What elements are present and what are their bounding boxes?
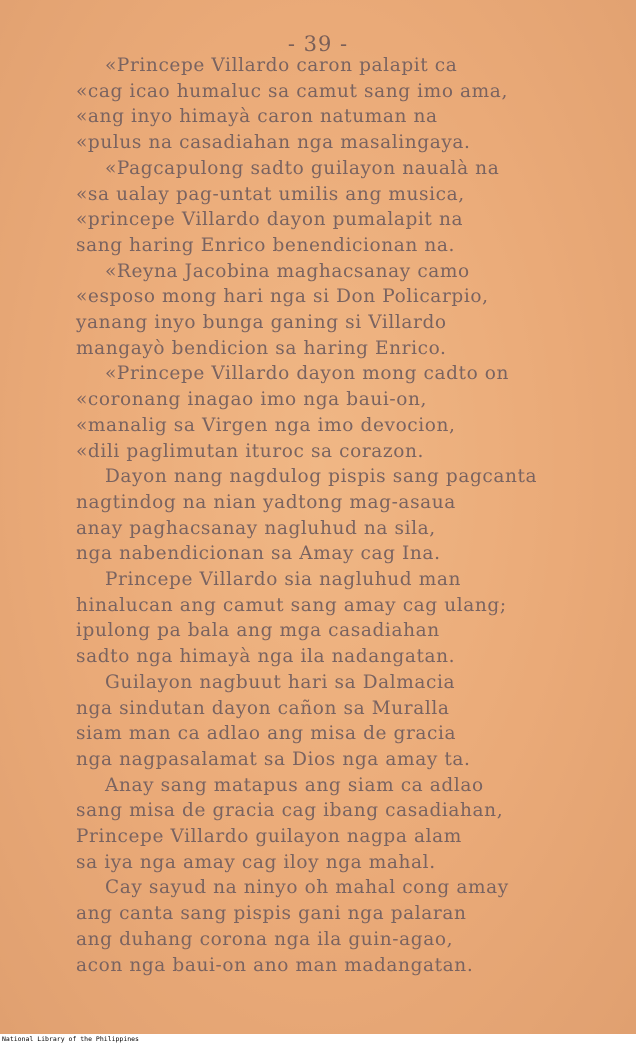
text-line: «sa ualay pag-untat umilis ang musica, <box>76 183 465 205</box>
text-line: yanang inyo bunga ganing si Villardo <box>76 312 447 333</box>
text-line: hinalucan ang camut sang amay cag ulang; <box>76 594 507 616</box>
text-line: «esposo mong hari nga si Don Policarpio, <box>76 286 489 308</box>
text-line: «dili paglimutan ituroc sa corazon. <box>76 440 425 462</box>
text-line: sadto nga himayà nga ila nadangatan. <box>76 646 456 668</box>
text-line: Cay sayud na ninyo oh mahal cong amay <box>105 877 509 899</box>
library-credit: National Library of the Philippines <box>2 1035 139 1043</box>
text-line: «coronang inagao imo nga baui-on, <box>76 389 427 411</box>
text-line: ang duhang corona nga ila guin-agao, <box>76 928 454 950</box>
text-line: mangayò bendicion sa haring Enrico. <box>76 337 447 359</box>
text-line: nga sindutan dayon cañon sa Muralla <box>76 697 450 719</box>
text-line: «ang inyo himayà caron natuman na <box>76 106 438 128</box>
text-line: «Pagcapulong sadto guilayon naualà na <box>105 157 500 179</box>
text-line: nagtindog na nian yadtong mag-asaua <box>76 491 456 513</box>
text-line: sang misa de gracia cag ibang casadiahan, <box>76 800 504 822</box>
text-line: «Princepe Villardo dayon mong cadto on <box>105 363 510 385</box>
text-line: «manalig sa Virgen nga imo devocion, <box>76 414 456 436</box>
text-line: Anay sang matapus ang siam ca adlao <box>105 774 484 796</box>
text-line: «Reyna Jacobina maghacsanay camo <box>105 260 470 282</box>
text-line: «Princepe Villardo caron palapit ca <box>105 55 458 76</box>
text-line: ipulong pa bala ang mga casadiahan <box>76 620 440 642</box>
text-line: «cag icao humaluc sa camut sang imo ama, <box>76 80 508 102</box>
text-line: sang haring Enrico benendicionan na. <box>76 234 455 256</box>
text-line: Dayon nang nagdulog pispis sang pagcanta <box>105 466 538 488</box>
text-line: sa iya nga amay cag iloy nga mahal. <box>76 851 436 873</box>
text-line: nga nagpasalamat sa Dios nga amay ta. <box>76 748 471 770</box>
text-line: siam man ca adlao ang misa de gracia <box>76 723 457 745</box>
text-line: acon nga baui-on ano man madangatan. <box>76 954 474 976</box>
text-line: «pulus na casadiahan nga masalingaya. <box>76 132 471 154</box>
text-line: Princepe Villardo sia nagluhud man <box>105 569 462 590</box>
text-line: ang canta sang pispis gani nga palaran <box>76 903 467 925</box>
text-line: anay paghacsanay nagluhud na sila, <box>76 517 436 539</box>
text-line: Princepe Villardo guilayon nagpa alam <box>76 826 462 847</box>
text-line: Guilayon nagbuut hari sa Dalmacia <box>105 671 456 693</box>
text-line: nga nabendicionan sa Amay cag Ina. <box>76 543 441 565</box>
page-number: - 39 - <box>287 32 349 56</box>
text-line: «princepe Villardo dayon pumalapit na <box>76 209 464 231</box>
